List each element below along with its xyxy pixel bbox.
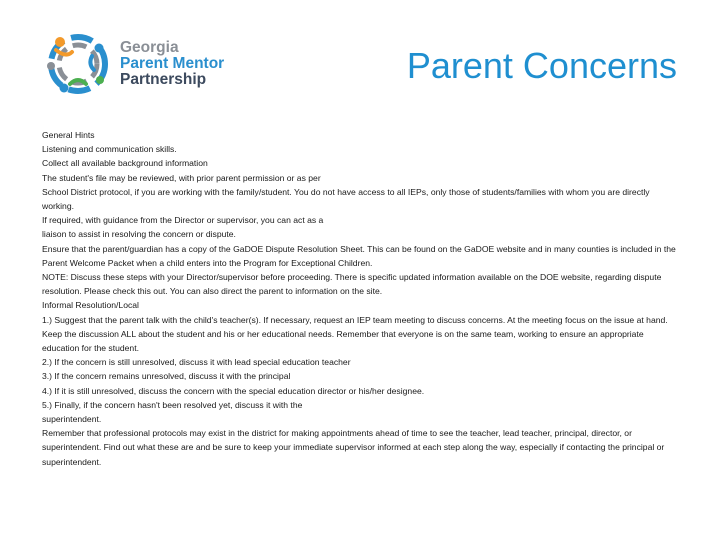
step-item: 3.) If the concern remains unresolved, discuss it with the principal xyxy=(42,371,291,382)
section-heading-general-hints: General Hints xyxy=(42,130,95,140)
body-paragraph: liaison to assist in resolving the concern or dispute. xyxy=(42,229,236,240)
note-paragraph: NOTE: Discuss these steps with your Director/supervisor before proceeding. There is specific updated information available on the DOE website, regarding dispute resolution. Please check this out. You can also direct the parent to information on the site. xyxy=(42,272,662,297)
step-item: 2.) If the concern is still unresolved, discuss it with lead special education teacher xyxy=(42,357,351,368)
body-paragraph: Listening and communication skills. xyxy=(42,144,177,155)
step-item: 4.) If it is still unresolved, discuss the concern with the special education director or his/her designee. xyxy=(42,385,425,396)
page-title: Parent Concerns xyxy=(406,45,677,86)
logo-line-partnership: Partnership xyxy=(120,71,207,88)
section-heading-informal-resolution: Informal Resolution/Local xyxy=(42,300,139,311)
people-circle-logo-icon xyxy=(42,28,114,100)
step-item: 5.) Finally, if the concern hasn't been resolved yet, discuss it with the xyxy=(42,399,303,410)
body-paragraph: Ensure that the parent/guardian has a copy of the GaDOE Dispute Resolution Sheet. This can be found on the GaDOE website and in many counties is included in the Parent Welcome Packet when a child enters into the Program for Exceptional Children. xyxy=(42,243,676,268)
body-paragraph: School District protocol, if you are working with the family/student. You do not have access to all IEPs, only those of students/families with whom you are directly working. xyxy=(42,186,650,212)
body-paragraph: The student's file may be reviewed, with prior parent permission or as per xyxy=(42,172,321,183)
document-body xyxy=(42,128,678,469)
body-paragraph: If required, with guidance from the Director or supervisor, you can act as a xyxy=(42,215,324,226)
logo-wordmark xyxy=(120,40,224,88)
body-paragraph: Collect all available background information xyxy=(42,158,208,169)
step-item-continuation: superintendent. xyxy=(42,414,102,425)
closing-paragraph: Remember that professional protocols may exist in the district for making appointments ahead of time to see the teacher, lead teacher, principal, director, or superintendent. Find out what these are and be sure to keep your immediate supervisor informed at each step along the way, especially if contacting the principal or superintendent. xyxy=(42,428,665,467)
step-item: 1.) Suggest that the parent talk with the child's teacher(s). If necessary, request an IEP team meeting to discuss concerns. At the meeting focus on the issue at hand. Keep the discussion ALL about the student and his or her educational needs. Remember that everyone is on the same team, working to ensure an appropriate education for the student. xyxy=(42,314,668,354)
logo-line-georgia: Georgia xyxy=(120,39,179,56)
organization-logo xyxy=(42,24,242,104)
logo-line-parent-mentor: Parent Mentor xyxy=(120,55,225,72)
